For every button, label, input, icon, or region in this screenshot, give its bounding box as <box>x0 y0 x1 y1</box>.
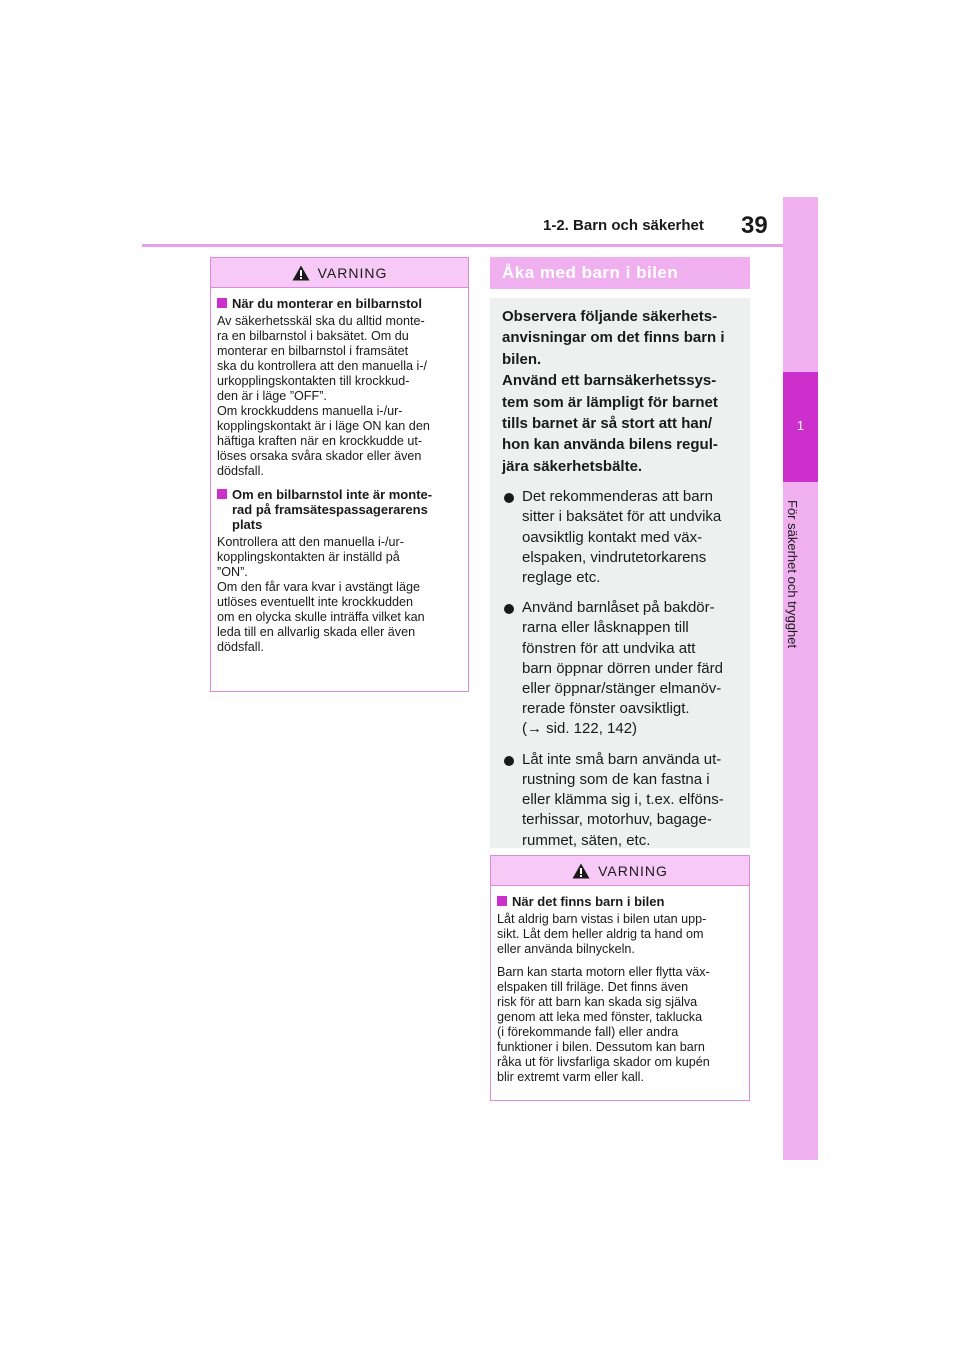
warning-paragraph: Låt aldrig barn vistas i bilen utan upp- sikt. Låt dem heller aldrig ta hand om eller använda bilnyckeln. <box>497 912 707 956</box>
warning-subheading-text: När det finns barn i bilen <box>512 894 665 909</box>
warning-title: VARNING <box>317 264 388 281</box>
section-heading: Åka med barn i bilen <box>490 257 750 289</box>
list-item <box>502 750 738 851</box>
warning-header <box>491 856 749 886</box>
warning-triangle-icon <box>572 863 590 879</box>
bullet-dot-icon <box>504 604 514 614</box>
warning-box-left <box>210 257 469 692</box>
warning-subheading <box>217 487 462 532</box>
info-box <box>490 298 750 848</box>
bullet-dot-icon <box>504 493 514 503</box>
square-bullet-icon <box>217 489 227 499</box>
warning-header <box>211 258 468 288</box>
square-bullet-icon <box>217 298 227 308</box>
chapter-number: 1 <box>796 418 805 433</box>
chapter-title: För säkerhet och trygghet <box>785 500 800 649</box>
warning-subheading-text: Om en bilbarnstol inte är monte- rad på framsätespassagerarens plats <box>232 487 433 532</box>
header-rule <box>142 244 783 247</box>
warning-paragraph: Kontrollera att den manuella i-/ur- kopplingskontakten är inställd på ”ON”. Om den får vara kvar i avstängt läge utlöses eventuellt inte krockkudden om en olycka skulle inträffa vilket kan leda till en allvarlig skada eller även dödsfall. <box>217 535 425 654</box>
square-bullet-icon <box>497 896 507 906</box>
bullet-dot-icon <box>504 756 514 766</box>
warning-subheading <box>497 894 743 909</box>
list-item-text: Använd barnlåset på bakdör- rarna eller låsknappen till fönstren för att undvika att barn öppnar dörren under färd eller öppnar/stänger elmanöv- rerade fönster oavsiktligt. (→ sid. 122, 142) <box>522 599 723 738</box>
warning-triangle-icon <box>292 265 310 281</box>
warning-paragraph: Av säkerhetsskäl ska du alltid monte- ra en bilbarnstol i baksätet. Om du monterar en bilbarnstol i framsätet ska du kontrollera att den manuella i-/ urkopplingskontakten till krockkud- den är i läge ”OFF”. Om krockkuddens manuella i-/ur- kopplingskontakt är i läge ON kan den häftiga kraften när en krockkudde ut- löses orsaka svåra skador eller även dödsfall. <box>217 314 430 478</box>
warning-subheading <box>217 296 462 311</box>
list-item <box>502 598 738 739</box>
warning-paragraph: Barn kan starta motorn eller flytta väx- elspaken till friläge. Det finns även risk för att barn kan skada sig själva genom att leka med fönster, taklucka (i förekommande fall) eller andra funktioner i bilen. Dessutom kan barn råka ut för livsfarliga skador om kupén blir extremt varm eller kall. <box>497 965 710 1084</box>
chapter-side-tab <box>783 197 818 1160</box>
list-item <box>502 487 738 588</box>
list-item-text: Det rekommenderas att barn sitter i baksätet för att undvika oavsiktlig kontakt med väx- elspaken, vindrutetorkarens reglage etc. <box>522 488 722 587</box>
list-item-text: Låt inte små barn använda ut- rustning som de kan fastna i eller klämma sig i, t.ex. elföns- terhissar, motorhuv, bagage- rummet, säten, etc. <box>522 750 724 849</box>
warning-box-right <box>490 855 750 1101</box>
warning-title: VARNING <box>598 862 668 879</box>
warning-body <box>491 886 749 1097</box>
warning-body <box>211 288 468 667</box>
intro-text: Observera följande säkerhets- anvisningar om det finns barn i bilen. Använd ett barnsäkerhetssys- tem som är lämpligt för barnet tills barnet är så stort att han/ hon kan använda bilens regul- jära säkerhetsbälte. <box>502 308 725 475</box>
warning-subheading-text: När du monterar en bilbarnstol <box>232 296 422 311</box>
section-header-title: 1-2. Barn och säkerhet <box>543 217 704 234</box>
page-number: 39 <box>741 212 768 239</box>
